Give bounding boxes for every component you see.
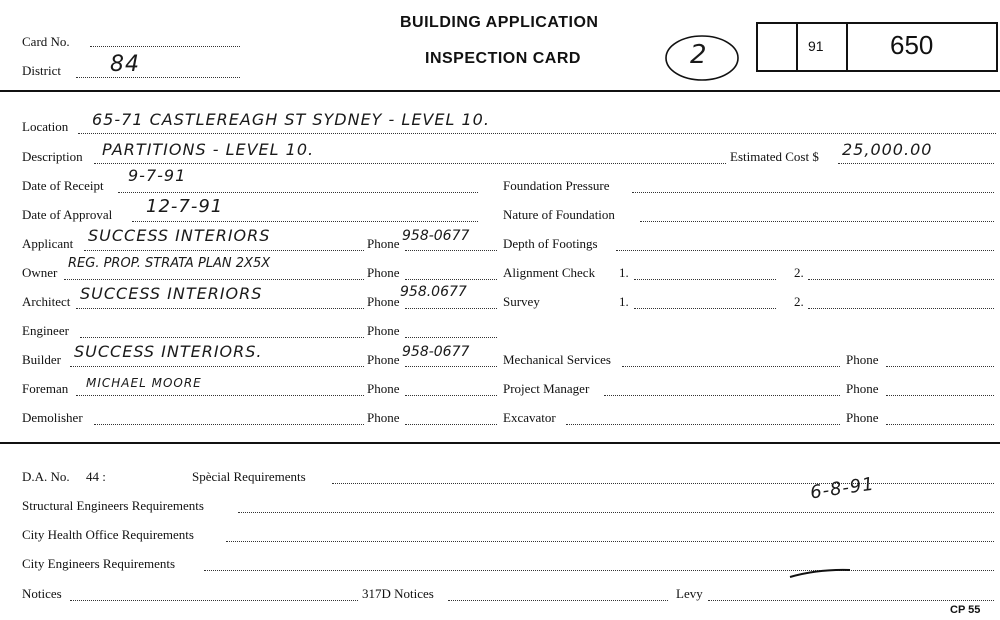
project-manager-phone-line <box>886 395 994 396</box>
circled-number: 2 <box>690 40 708 70</box>
excavator-label: Excavator <box>503 410 556 425</box>
owner-line <box>64 279 364 280</box>
foreman-phone-line <box>405 395 497 396</box>
levy-line <box>708 600 994 601</box>
demolisher-label: Demolisher <box>22 410 83 425</box>
applicant-phone-label: Phone <box>367 236 400 251</box>
da-no-label: D.A. No. <box>22 469 70 484</box>
survey-2-line <box>808 308 994 309</box>
location-label: Location <box>22 119 69 134</box>
form-title-line2: INSPECTION CARD <box>425 50 581 67</box>
mechanical-services-line <box>622 366 840 367</box>
district-label: District <box>22 63 61 78</box>
estimated-cost-value: 25,000.00 <box>842 140 933 159</box>
description-value: PARTITIONS - LEVEL 10. <box>102 140 315 159</box>
foreman-value: MICHAEL MOORE <box>86 376 202 390</box>
card-number: 650 <box>890 30 934 60</box>
district-value: 84 <box>110 52 140 77</box>
estimated-cost-line <box>838 163 994 164</box>
builder-phone-line <box>405 366 497 367</box>
card-number-box <box>756 22 998 72</box>
alignment-check-1-label: 1. <box>619 265 629 280</box>
demolisher-line <box>94 424 364 425</box>
date-of-receipt-value: 9-7-91 <box>128 166 187 185</box>
builder-phone-value: 958-0677 <box>402 344 470 360</box>
number-box-divider-left <box>796 22 798 72</box>
owner-phone-line <box>405 279 497 280</box>
engineer-phone-label: Phone <box>367 323 400 338</box>
city-engineers-requirements-label: City Engineers Requirements <box>22 556 176 571</box>
levy-handwritten-dash <box>788 566 852 580</box>
builder-label: Builder <box>22 352 61 367</box>
mechanical-services-phone-line <box>886 366 994 367</box>
demolisher-phone-line <box>405 424 497 425</box>
foreman-label: Foreman <box>22 381 69 396</box>
section-rule <box>0 442 1000 444</box>
date-of-approval-value: 12-7-91 <box>146 196 224 217</box>
applicant-phone-value: 958-0677 <box>402 228 470 244</box>
estimated-cost-label: Estimated Cost $ <box>730 149 819 164</box>
architect-phone-label: Phone <box>367 294 400 309</box>
structural-requirements-label: Structural Engineers Requirements <box>22 498 204 513</box>
applicant-phone-line <box>405 250 497 251</box>
form-title-line1: BUILDING APPLICATION <box>400 14 599 31</box>
date-of-approval-label: Date of Approval <box>22 207 113 222</box>
excavator-phone-line <box>886 424 994 425</box>
foreman-line <box>76 395 364 396</box>
survey-1-line <box>634 308 776 309</box>
description-label: Description <box>22 149 83 164</box>
foreman-phone-label: Phone <box>367 381 400 396</box>
survey-2-label: 2. <box>794 294 804 309</box>
da-no-value: 44 : <box>86 469 106 484</box>
form-code: CP 55 <box>950 604 981 616</box>
description-line <box>94 163 726 164</box>
alignment-check-1-line <box>634 279 776 280</box>
date-of-receipt-label: Date of Receipt <box>22 178 104 193</box>
applicant-line <box>84 250 364 251</box>
card-no-line <box>90 46 240 47</box>
card-no-label: Card No. <box>22 34 70 49</box>
mechanical-services-label: Mechanical Services <box>503 352 611 367</box>
levy-label: Levy <box>676 586 703 601</box>
project-manager-label: Project Manager <box>503 381 590 396</box>
alignment-check-2-label: 2. <box>794 265 804 280</box>
alignment-check-label: Alignment Check <box>503 265 596 280</box>
engineer-phone-line <box>405 337 497 338</box>
structural-date-value: 6-8-91 <box>808 473 876 504</box>
architect-value: SUCCESS INTERIORS <box>80 284 263 303</box>
notices-line <box>70 600 358 601</box>
architect-line <box>76 308 364 309</box>
location-line <box>78 133 996 134</box>
notices-label: Notices <box>22 586 62 601</box>
demolisher-phone-label: Phone <box>367 410 400 425</box>
alignment-check-2-line <box>808 279 994 280</box>
date-of-receipt-line <box>118 192 478 193</box>
special-requirements-line <box>332 483 994 484</box>
project-manager-line <box>604 395 840 396</box>
city-engineers-requirements-line <box>204 570 994 571</box>
builder-line <box>70 366 364 367</box>
card-year: 91 <box>808 38 824 54</box>
nature-of-foundation-line <box>640 221 994 222</box>
date-of-approval-line <box>132 221 478 222</box>
special-requirements-label: Spècial Requirements <box>192 469 306 484</box>
excavator-line <box>566 424 840 425</box>
header-rule <box>0 90 1000 92</box>
owner-value: REG. PROP. STRATA PLAN 2X5X <box>68 256 271 271</box>
engineer-line <box>80 337 364 338</box>
applicant-value: SUCCESS INTERIORS <box>88 226 271 245</box>
owner-label: Owner <box>22 265 58 280</box>
district-line <box>76 77 240 78</box>
owner-phone-label: Phone <box>367 265 400 280</box>
foundation-pressure-label: Foundation Pressure <box>503 178 610 193</box>
architect-label: Architect <box>22 294 71 309</box>
nature-of-foundation-label: Nature of Foundation <box>503 207 615 222</box>
depth-of-footings-label: Depth of Footings <box>503 236 598 251</box>
applicant-label: Applicant <box>22 236 74 251</box>
architect-phone-value: 958.0677 <box>400 284 467 300</box>
excavator-phone-label: Phone <box>846 410 879 425</box>
engineer-label: Engineer <box>22 323 69 338</box>
location-value: 65-71 CASTLEREAGH ST SYDNEY - LEVEL 10. <box>92 110 490 129</box>
health-requirements-line <box>226 541 994 542</box>
mechanical-services-phone-label: Phone <box>846 352 879 367</box>
notices-317d-line <box>448 600 668 601</box>
survey-1-label: 1. <box>619 294 629 309</box>
number-box-divider-right <box>846 22 848 72</box>
notices-317d-label: 317D Notices <box>362 586 434 601</box>
architect-phone-line <box>405 308 497 309</box>
builder-phone-label: Phone <box>367 352 400 367</box>
health-requirements-label: City Health Office Requirements <box>22 527 194 542</box>
project-manager-phone-label: Phone <box>846 381 879 396</box>
builder-value: SUCCESS INTERIORS. <box>74 342 263 361</box>
foundation-pressure-line <box>632 192 994 193</box>
depth-of-footings-line <box>616 250 994 251</box>
structural-requirements-line <box>238 512 994 513</box>
survey-label: Survey <box>503 294 540 309</box>
